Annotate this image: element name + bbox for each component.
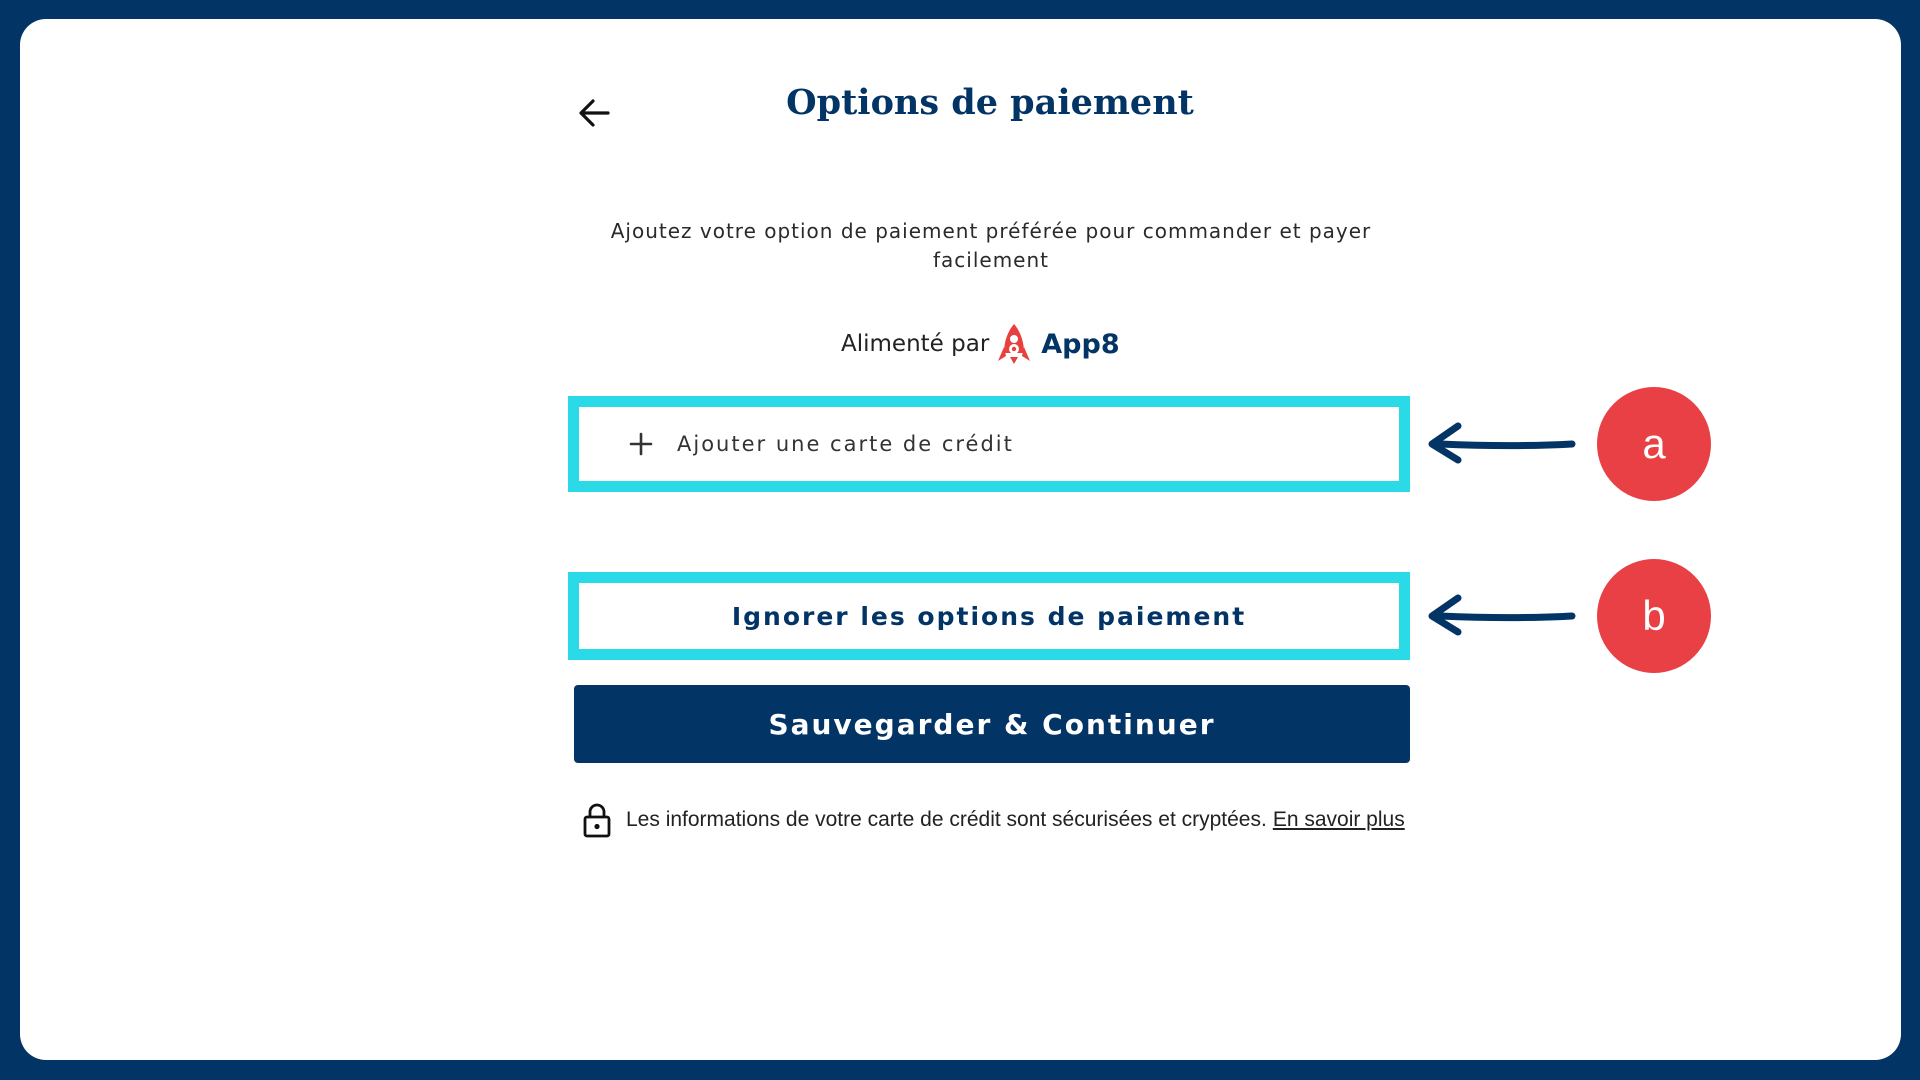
arrow-left-annotation-icon bbox=[1426, 422, 1576, 464]
intro-text: Ajoutez votre option de paiement préférée pour commander et payer facilement bbox=[610, 219, 1372, 272]
annotation-badge-b: b bbox=[1597, 559, 1711, 673]
security-notice bbox=[582, 799, 1405, 841]
highlight-box-b bbox=[568, 572, 1410, 660]
annotation-badge-a: a bbox=[1597, 387, 1711, 501]
security-text: Les informations de votre carte de crédit sont sécurisées et cryptées. bbox=[626, 808, 1267, 831]
page-title: Options de paiement bbox=[786, 82, 1194, 123]
save-continue-button[interactable]: Sauvegarder & Continuer bbox=[574, 685, 1410, 763]
skip-payment-button[interactable]: Ignorer les options de paiement bbox=[731, 601, 1247, 631]
powered-by bbox=[841, 324, 1120, 364]
lock-icon bbox=[582, 802, 612, 838]
back-button[interactable] bbox=[575, 93, 615, 133]
brand-name: App8 bbox=[1041, 328, 1120, 360]
arrow-left-annotation-icon bbox=[1426, 594, 1576, 636]
powered-by-label: Alimenté par bbox=[841, 331, 990, 357]
app8-logo-icon bbox=[997, 323, 1031, 365]
highlight-box-a bbox=[568, 396, 1410, 492]
learn-more-link[interactable]: En savoir plus bbox=[1272, 808, 1405, 831]
add-card-label: Ajouter une carte de crédit bbox=[677, 432, 1014, 456]
arrow-left-icon bbox=[578, 98, 612, 128]
app-frame bbox=[20, 19, 1901, 1060]
